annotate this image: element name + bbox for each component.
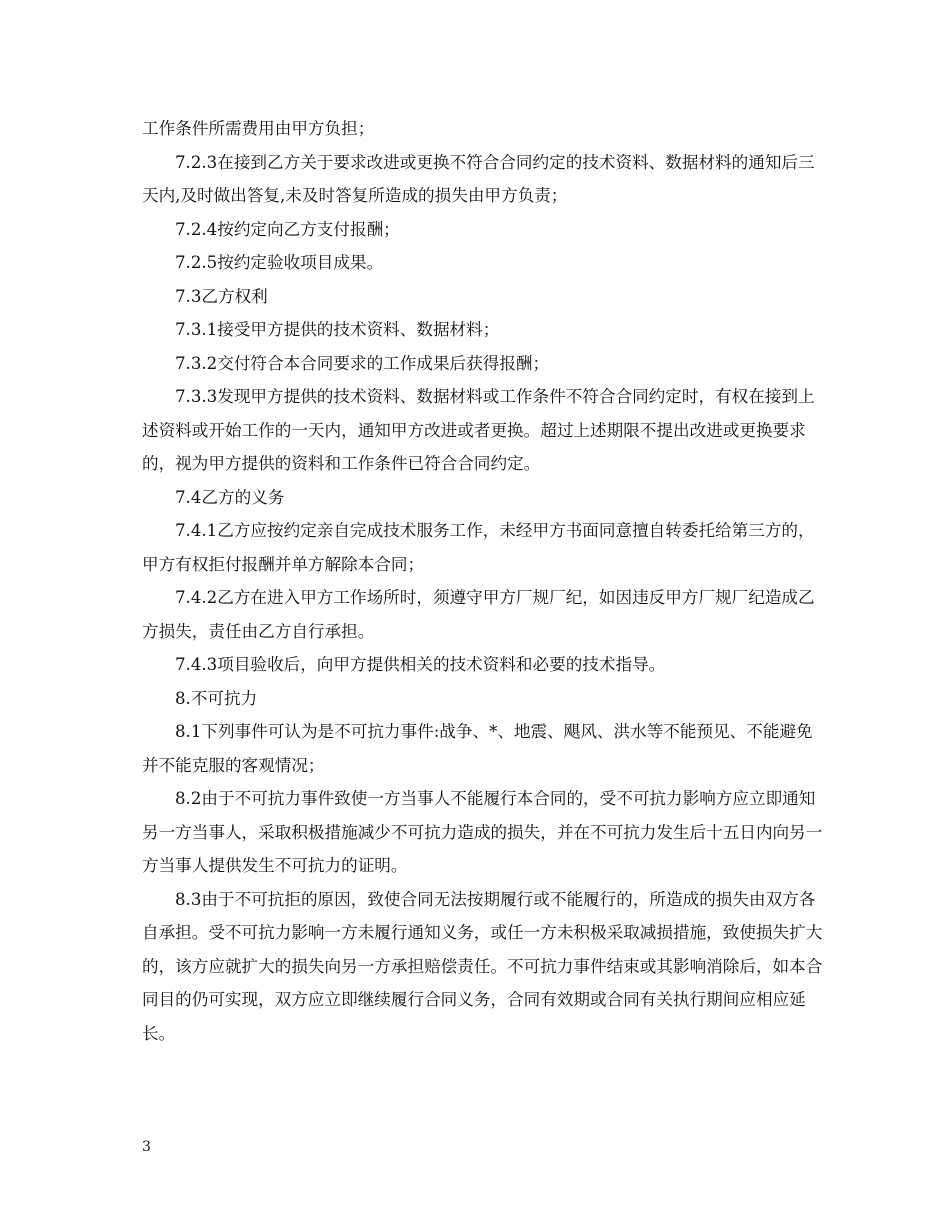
page-number: 3 <box>142 1139 151 1155</box>
clause-7-4-1: 7.4.1乙方应按约定亲自完成技术服务工作，未经甲方书面同意擅自转委托给第三方的，甲方有权拒付报酬并单方解除本合同； <box>142 521 815 574</box>
paragraph-continuation: 工作条件所需费用由甲方负担； <box>142 119 375 138</box>
clause-7-2-5: 7.2.5按约定验收项目成果。 <box>175 253 384 272</box>
clause-8-3: 8.3由于不可抗拒的原因，致使合同无法按期履行或不能履行的，所造成的损失由双方各自承担。受不可抗力影响一方未履行通知义务，或任一方未积极采取减损措施，致使损失扩大的，该方应就扩大的损失向另一方承担赔偿责任。不可抗力事件结束或其影响消除后，如本合同目的仍可实现，双方应立即继续履行合同义务，合同有效期或合同有关执行期间应相应延长。 <box>142 889 823 1043</box>
clause-7-4-2: 7.4.2乙方在进入甲方工作场所时，须遵守甲方厂规厂纪，如因违反甲方厂规厂纪造成乙方损失，责任由乙方自行承担。 <box>142 588 815 641</box>
section-heading-7-3: 7.3乙方权利 <box>175 286 268 306</box>
clause-7-4-3: 7.4.3项目验收后，向甲方提供相关的技术资料和必要的技术指导。 <box>175 655 666 674</box>
clause-8-1: 8.1下列事件可认为是不可抗力事件:战争、*、地震、飓风、洪水等不能预见、不能避免并不能克服的客观情况； <box>142 722 813 775</box>
document-body <box>142 112 826 1050</box>
clause-7-2-4: 7.2.4按约定向乙方支付报酬； <box>175 219 400 239</box>
clause-7-3-1: 7.3.1接受甲方提供的技术资料、数据材料； <box>175 320 500 339</box>
clause-7-2-3: 7.2.3在接到乙方关于要求改进或更换不符合合同约定的技术资料、数据材料的通知后三天内,及时做出答复,未及时答复所造成的损失由甲方负责； <box>142 152 815 205</box>
clause-7-3-3: 7.3.3发现甲方提供的技术资料、数据材料或工作条件不符合合同约定时，有权在接到上述资料或开始工作的一天内，通知甲方改进或者更换。超过上述期限不提出改进或更换要求的，视为甲方提供的资料和工作条件已符合合同约定。 <box>142 387 815 473</box>
clause-8-2: 8.2由于不可抗力事件致使一方当事人不能履行本合同的，受不可抗力影响方应立即通知另一方当事人，采取积极措施减少不可抗力造成的损失，并在不可抗力发生后十五日内向另一方当事人提供发生不可抗力的证明。 <box>142 789 823 875</box>
section-heading-7-4: 7.4乙方的义务 <box>175 487 285 507</box>
clause-7-3-2: 7.3.2交付符合本合同要求的工作成果后获得报酬； <box>175 353 550 373</box>
section-heading-8: 8.不可抗力 <box>175 688 258 708</box>
